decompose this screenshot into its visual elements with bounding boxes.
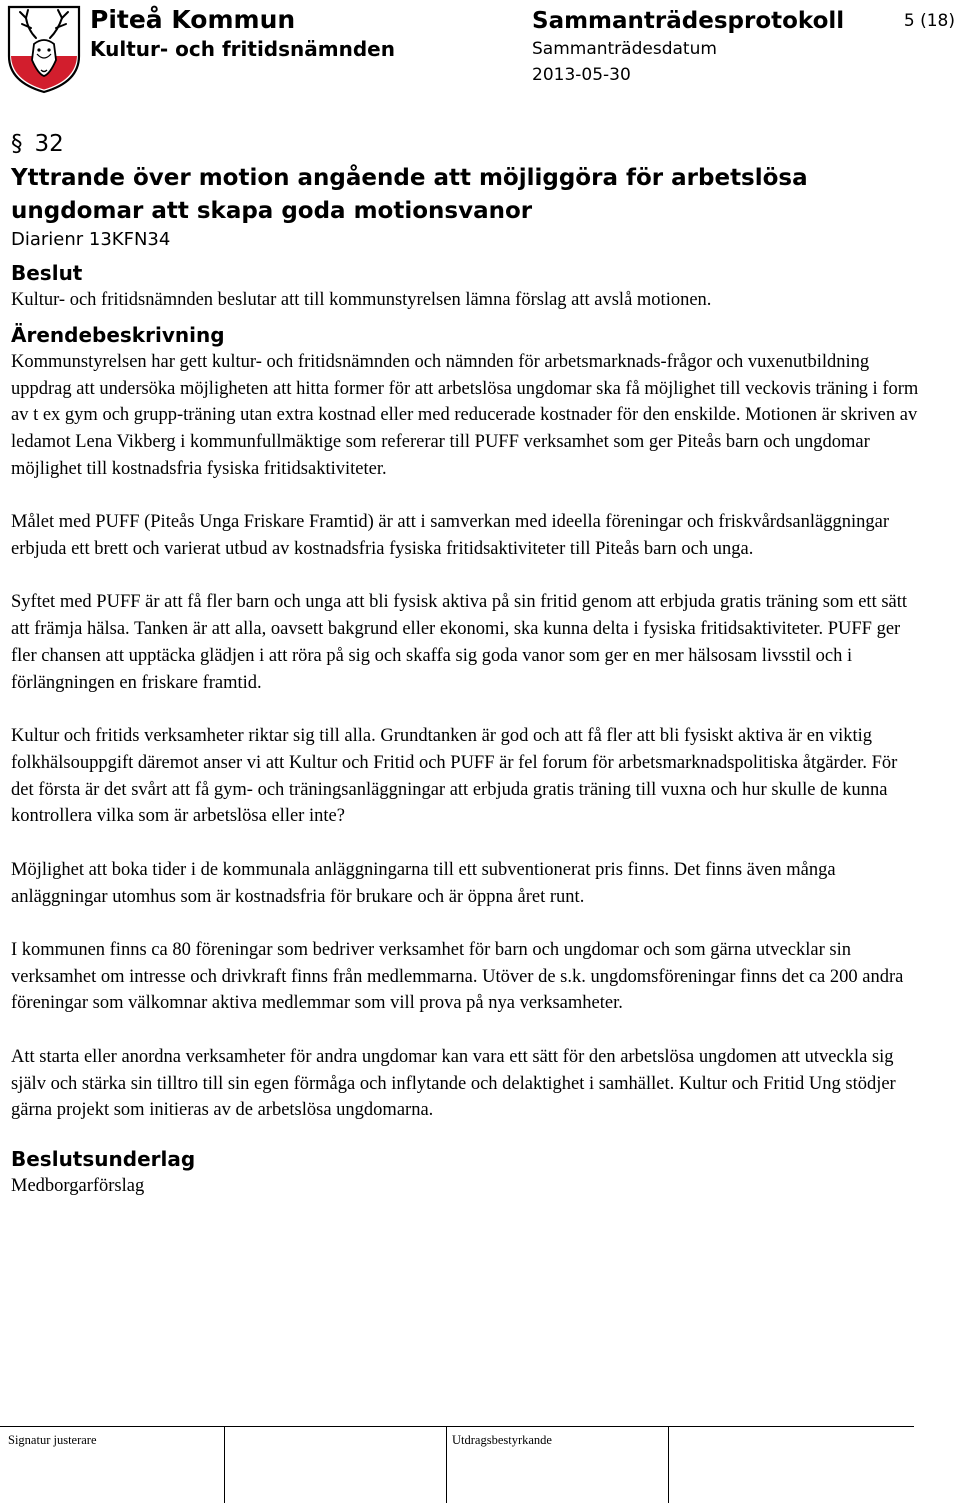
document-body: [11, 128, 921, 1200]
description-paragraph: Kultur och fritids verksamheter riktar sig till alla. Grundtanken är god och att få fler att bli fysiskt aktiva är en viktig folkhälsouppgift däremot anser vi att Kultur och Fritid och PUFF är fel forum för arbetsmarknadspolitiska åtgärder. För det första är det svårt att få gym- och träningsanläggningar att erbjuda gratis träning till vuxna och hur skulle de kunna kontrollera vilka som är arbetslösa eller inte?: [11, 726, 898, 827]
extract-label: Utdragsbestyrkande: [452, 1433, 552, 1447]
meeting-date: 2013-05-30: [532, 65, 631, 85]
page-number: 5 (18): [903, 11, 955, 31]
decision-heading: Beslut: [11, 261, 83, 285]
footer-column-divider: [668, 1426, 669, 1503]
basis-heading: Beslutsunderlag: [11, 1147, 196, 1172]
section-number-line: [11, 128, 921, 160]
organization-name: Piteå Kommun: [90, 5, 296, 34]
committee-name: Kultur- och fritidsnämnden: [90, 37, 395, 61]
footer-column-divider: [446, 1426, 447, 1503]
meeting-date-label: Sammanträdesdatum: [532, 39, 717, 59]
section-symbol: §: [11, 131, 23, 157]
description-paragraph: Målet med PUFF (Piteås Unga Friskare Framtid) är att i samverkan med ideella föreningar och friskvårdsanläggningar erbjuda ett brett och varierat utbud av kostnadsfria fysiska fritidsaktiviteter till Piteås barn och unga.: [11, 512, 889, 560]
footer-divider: [0, 1426, 914, 1427]
case-title: Yttrande över motion angående att möjliggöra för arbetslösa ungdomar att skapa goda motionsvanor: [11, 165, 808, 224]
basis-text: Medborgarförslag: [11, 1176, 145, 1197]
description-heading: Ärendebeskrivning: [11, 322, 225, 347]
section-number: 32: [34, 131, 64, 157]
description-paragraph: Syftet med PUFF är att få fler barn och unga att bli fysisk aktiva på sin fritid genom att erbjuda gratis träning som ett sätt att främja hälsa. Tanken är att alla, oavsett bakgrund eller ekonomi, ska kunna delta i fysiska fritidsaktiviteter. PUFF ger fler chansen att upptäcka glädjen i att röra på sig och skaffa sig goda vanor som ger en mer hälsosam livsstil och i förlängningen en friskare framtid.: [11, 592, 908, 693]
decision-text: Kultur- och fritidsnämnden beslutar att till kommunstyrelsen lämna förslag att avslå motionen.: [11, 290, 712, 310]
description-paragraph: Möjlighet att boka tider i de kommunala anläggningarna till ett subventionerat pris finns. Det finns även många anläggningar utomhus som är kostnadsfria för brukare och är öppna året runt.: [11, 859, 836, 907]
footer-column-divider: [224, 1426, 225, 1503]
description-paragraph: Kommunstyrelsen har gett kultur- och fritidsnämnden och nämnden för arbetsmarknads-frågor och vuxenutbildning uppdrag att undersöka möjligheten att hitta former för att arbetslösa ungdomar ska få möjlighet till veckovis träning i form av t ex gym och grupp-träning utan extra kostnad eller med reducerade kostnader för den enskilde. Motionen är skriven av ledamot Lena Vikberg i kommunfullmäktige som refererar till PUFF verksamhet som ger Piteås barn och ungdomar möjlighet till kostnadsfria fysiska fritidsaktiviteter.: [11, 351, 919, 479]
description-paragraph: I kommunen finns ca 80 föreningar som bedriver verksamhet för barn och ungdomar och som gärna utvecklar sin verksamhet om intresse och drivkraft finns från medlemmarna. Utöver de s.k. ungdomsföreningar finns det ca 200 andra föreningar som välkomnar aktiva medlemmar som vill prova på nya verksamheter.: [11, 939, 904, 1014]
description-paragraph: Att starta eller anordna verksamheter för andra ungdomar kan vara ett sätt för den arbetslösa ungdomen att utveckla sig själv och stärka sin tilltro till sin egen förmåga och inflytande och delaktighet i samhället. Kultur och Fritid Ung stödjer gärna projekt som initieras av de arbetslösa ungdomarna.: [11, 1046, 896, 1121]
reindeer-coat-of-arms-icon: [6, 4, 82, 94]
signature-label: Signatur justerare: [8, 1433, 97, 1447]
case-reference: Diarienr 13KFN34: [11, 229, 171, 250]
document-type: Sammanträdesprotokoll: [532, 8, 845, 34]
